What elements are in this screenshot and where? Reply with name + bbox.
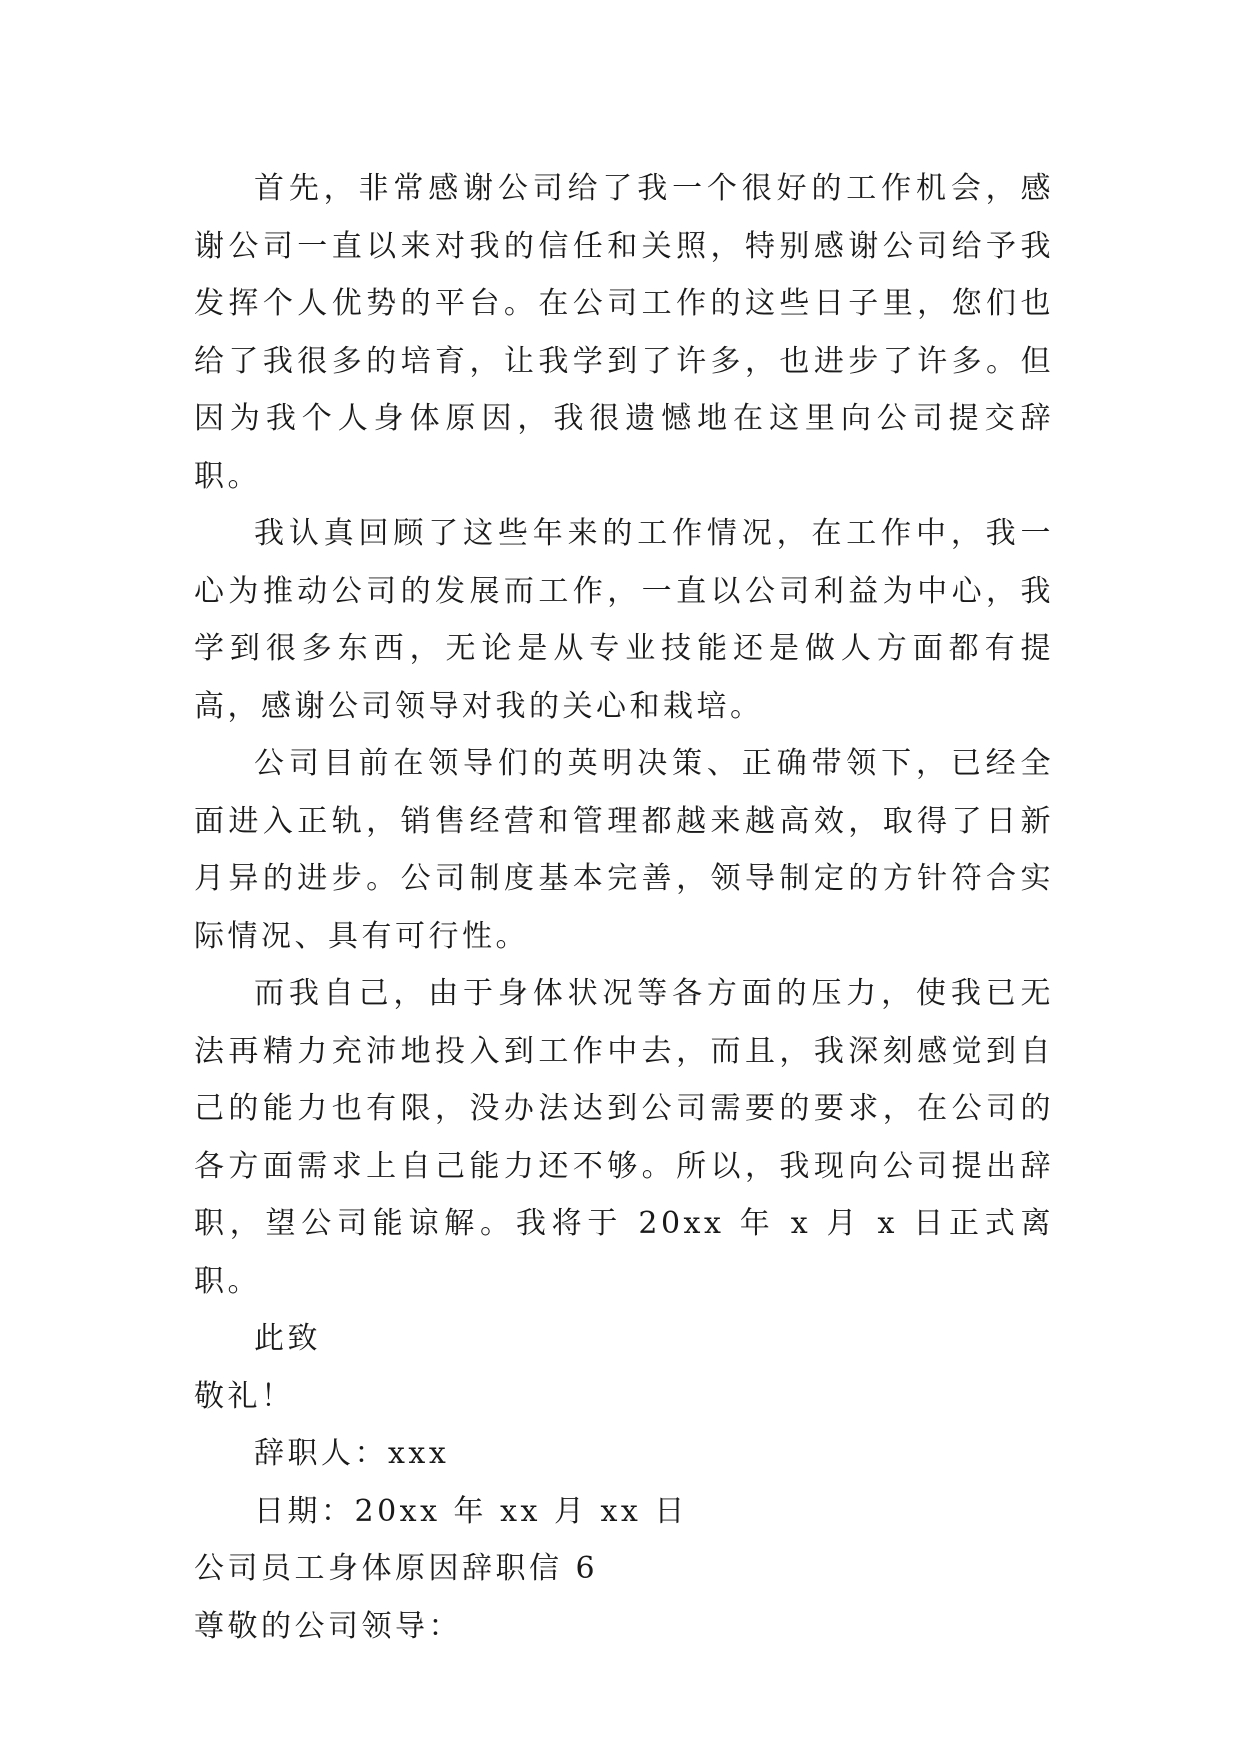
- signer-line: 辞职人：xxx: [254, 1436, 450, 1471]
- paragraph-4: 而我自己，由于身体状况等各方面的压力，使我已无法再精力充沛地投入到工作中去，而且，我深刻感觉到自己的能力也有限，没办法达到公司需要的要求，在公司的各方面需求上自己能力还不够。所以，我现向公司提出辞职，望公司能谅解。我将于 20xx 年 x 月 x 日正式离职。: [194, 976, 1054, 1299]
- closing-salute: 敬礼！: [194, 1378, 295, 1414]
- next-letter-salutation: 尊敬的公司领导：: [194, 1608, 462, 1644]
- next-letter-title: 公司员工身体原因辞职信 6: [194, 1551, 599, 1586]
- paragraph-1: 首先，非常感谢公司给了我一个很好的工作机会，感谢公司一直以来对我的信任和关照，特别感谢公司给予我发挥个人优势的平台。在公司工作的这些日子里，您们也给了我很多的培育，让我学到了许多，也进步了许多。但因为我个人身体原因，我很遗憾地在这里向公司提交辞职。: [194, 171, 1054, 494]
- letter-body: [194, 160, 1054, 1655]
- date-line: 日期：20xx 年 xx 月 xx 日: [254, 1493, 688, 1529]
- paragraph-2: 我认真回顾了这些年来的工作情况，在工作中，我一心为推动公司的发展而工作，一直以公司利益为中心，我学到很多东西，无论是从专业技能还是做人方面都有提高，感谢公司领导对我的关心和栽培。: [194, 516, 1054, 724]
- closing-greeting: 此致: [254, 1321, 321, 1356]
- paragraph-3: 公司目前在领导们的英明决策、正确带领下，已经全面进入正轨，销售经营和管理都越来越高效，取得了日新月异的进步。公司制度基本完善，领导制定的方针符合实际情况、具有可行性。: [194, 746, 1054, 954]
